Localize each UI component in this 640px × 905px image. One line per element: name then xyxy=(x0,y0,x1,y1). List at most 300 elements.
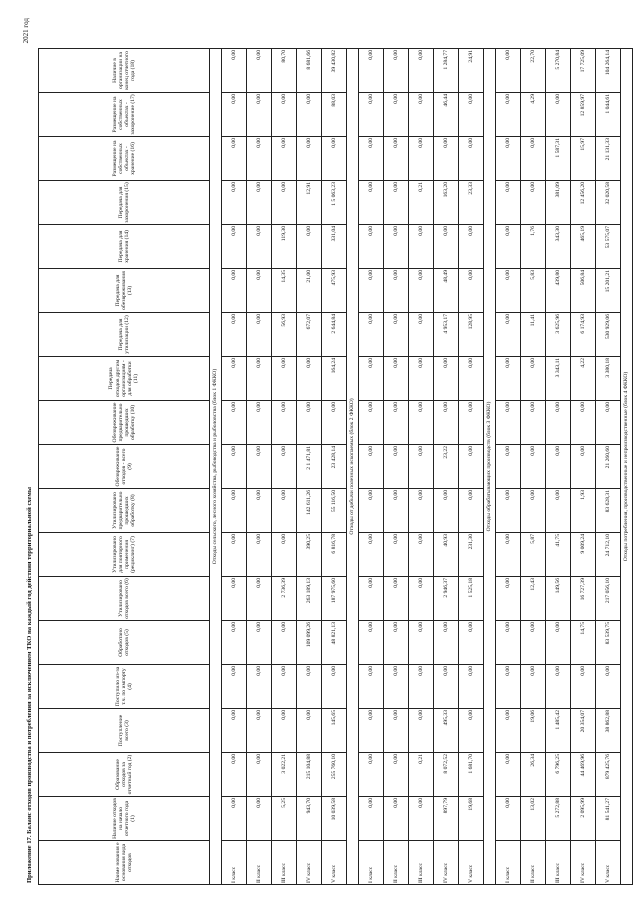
value-cell: 24 712,10 xyxy=(596,533,621,577)
value-cell: 0,00 xyxy=(496,93,521,137)
value-cell: 0,00 xyxy=(247,621,272,665)
value-cell: 5,87 xyxy=(521,533,546,577)
value-cell: 3 343,11 xyxy=(546,357,571,401)
value-cell: 0,00 xyxy=(384,137,409,181)
value-cell: 0,00 xyxy=(459,621,484,665)
hazard-class-cell: II класс xyxy=(384,841,409,885)
value-cell: 4,22 xyxy=(571,357,596,401)
column-header: Утилизировано предварительно прошедших обработку (8) xyxy=(39,489,210,533)
section-heading: Отходы от добычи полезных ископаемых (блок 2 ФККО) xyxy=(347,49,359,885)
value-cell: 0,00 xyxy=(409,49,434,93)
column-header: Обработано отходов (5) xyxy=(39,621,210,665)
value-cell: 0,00 xyxy=(409,533,434,577)
value-cell: 12 456,20 xyxy=(571,181,596,225)
value-cell: 0,00 xyxy=(384,709,409,753)
column-header: Поступило из-за т.ч. по импорту (4) xyxy=(39,665,210,709)
column-header: Размещение на собственных объектах - хранение (16) xyxy=(39,137,210,181)
value-cell: 0,00 xyxy=(384,621,409,665)
value-cell: 1,93 xyxy=(571,489,596,533)
value-cell: 331,04 xyxy=(322,225,347,269)
value-cell: 0,00 xyxy=(222,621,247,665)
value-cell: 109 099,26 xyxy=(297,621,322,665)
value-cell: 263 189,13 xyxy=(297,577,322,621)
value-cell: 0,00 xyxy=(222,489,247,533)
value-cell: 0,00 xyxy=(359,49,384,93)
value-cell: 231,30 xyxy=(459,533,484,577)
value-cell: 26,34 xyxy=(521,753,546,797)
value-cell: 10 039,58 xyxy=(322,797,347,841)
hazard-class-cell: V класс xyxy=(322,841,347,885)
value-cell: 0,00 xyxy=(521,445,546,489)
column-header: Утилизировано для повторного применения (рециклинг) (7) xyxy=(39,533,210,577)
value-cell: 0,00 xyxy=(409,225,434,269)
value-cell: 0,00 xyxy=(521,621,546,665)
column-header: Размещение на собственных объектах - захоронение (17) xyxy=(39,93,210,137)
table-row xyxy=(297,49,322,885)
value-cell: 0,00 xyxy=(384,489,409,533)
table-row xyxy=(384,49,409,885)
hazard-class-cell: I класс xyxy=(496,841,521,885)
column-header: Передача для захоронения (15) xyxy=(39,181,210,225)
value-cell: 55 116,50 xyxy=(322,489,347,533)
value-cell: 0,00 xyxy=(297,357,322,401)
value-cell: 0,00 xyxy=(247,753,272,797)
value-cell: 0,00 xyxy=(409,621,434,665)
value-cell: 83 539,75 xyxy=(596,621,621,665)
value-cell: 0,00 xyxy=(384,357,409,401)
value-cell: 41,75 xyxy=(546,533,571,577)
value-cell: 0,00 xyxy=(247,533,272,577)
value-cell: 0,00 xyxy=(496,797,521,841)
section-heading: Отходы потребления, производственные и непроизводственные (блок 4 ФККО) xyxy=(621,49,633,885)
column-header: Наиме нования е основания вида отходов xyxy=(39,841,210,885)
value-cell: 3 022,21 xyxy=(272,753,297,797)
value-cell: 12,43 xyxy=(521,577,546,621)
value-cell: 23 428,14 xyxy=(322,445,347,489)
value-cell: 0,21 xyxy=(409,181,434,225)
table-row xyxy=(596,49,621,885)
value-cell: 0,00 xyxy=(409,577,434,621)
value-cell: 0,00 xyxy=(459,445,484,489)
value-cell: 0,00 xyxy=(496,401,521,445)
value-cell: 0,00 xyxy=(222,445,247,489)
value-cell: 3 380,18 xyxy=(596,357,621,401)
value-cell: 0,00 xyxy=(222,533,247,577)
value-cell: 15 201,21 xyxy=(596,269,621,313)
hazard-class-cell: III класс xyxy=(409,841,434,885)
value-cell: 44 469,96 xyxy=(571,753,596,797)
value-cell: 0,00 xyxy=(409,269,434,313)
value-cell: 0,00 xyxy=(596,665,621,709)
value-cell: 5,25 xyxy=(272,797,297,841)
column-header: Передача для хранения (14) xyxy=(39,225,210,269)
value-cell: 0,00 xyxy=(496,313,521,357)
value-cell: 0,00 xyxy=(359,577,384,621)
value-cell: 439,80 xyxy=(546,269,571,313)
value-cell: 0,00 xyxy=(297,137,322,181)
value-cell: 0,00 xyxy=(359,533,384,577)
value-cell: 46,44 xyxy=(434,93,459,137)
value-cell: 0,00 xyxy=(496,621,521,665)
value-cell: 0,00 xyxy=(496,709,521,753)
hazard-class-cell: I класс xyxy=(222,841,247,885)
value-cell: 0,00 xyxy=(409,489,434,533)
value-cell: 0,00 xyxy=(247,93,272,137)
value-cell: 0,00 xyxy=(521,489,546,533)
value-cell: 0,00 xyxy=(496,489,521,533)
value-cell: 56,93 xyxy=(272,313,297,357)
value-cell: 0,00 xyxy=(459,401,484,445)
value-cell: 187 975,60 xyxy=(322,577,347,621)
section-row xyxy=(347,49,359,885)
value-cell: 0,00 xyxy=(409,709,434,753)
value-cell: 0,21 xyxy=(409,753,434,797)
value-cell: 48 821,13 xyxy=(322,621,347,665)
value-cell: 32 020,58 xyxy=(596,181,621,225)
value-cell: 0,00 xyxy=(496,533,521,577)
value-cell: 0,00 xyxy=(272,709,297,753)
value-cell: 0,00 xyxy=(247,577,272,621)
table-row xyxy=(359,49,384,885)
value-cell: 0,00 xyxy=(222,269,247,313)
value-cell: 17 725,09 xyxy=(571,49,596,93)
value-cell: 14,75 xyxy=(571,621,596,665)
value-cell: 0,00 xyxy=(434,401,459,445)
table-row xyxy=(434,49,459,885)
value-cell: 0,00 xyxy=(409,665,434,709)
value-cell: 390,25 xyxy=(297,533,322,577)
value-cell: 0,00 xyxy=(496,577,521,621)
hazard-class-cell: V класс xyxy=(596,841,621,885)
value-cell: 0,00 xyxy=(247,709,272,753)
hazard-class-cell: III класс xyxy=(546,841,571,885)
value-cell: 20 354,07 xyxy=(571,709,596,753)
value-cell: 0,00 xyxy=(247,357,272,401)
table-row xyxy=(459,49,484,885)
value-cell: 0,00 xyxy=(546,489,571,533)
column-header: Передача для утилизации (12) xyxy=(39,313,210,357)
value-cell: 5 270,84 xyxy=(546,49,571,93)
value-cell: 1 681,70 xyxy=(459,753,484,797)
value-cell: 0,00 xyxy=(384,797,409,841)
value-cell: 8 681,66 xyxy=(297,49,322,93)
value-cell: 0,00 xyxy=(384,49,409,93)
value-cell: 53 575,07 xyxy=(596,225,621,269)
value-cell: 0,00 xyxy=(359,489,384,533)
value-cell: 2 095,99 xyxy=(571,797,596,841)
value-cell: 0,00 xyxy=(496,225,521,269)
value-cell: 0,00 xyxy=(247,225,272,269)
value-cell: 465,19 xyxy=(571,225,596,269)
value-cell: 0,00 xyxy=(409,357,434,401)
value-cell: 0,00 xyxy=(222,401,247,445)
value-cell: 0,00 xyxy=(459,489,484,533)
value-cell: 142 611,26 xyxy=(297,489,322,533)
document-title: Приложение 17. Баланс отходов производства и потребления за исключением ТКО на каждый год действия территориальной схемы xyxy=(26,487,33,883)
column-header: Передача для обезвреживания (13) xyxy=(39,269,210,313)
value-cell: 4,29 xyxy=(521,93,546,137)
value-cell: 1 587,31 xyxy=(546,137,571,181)
value-cell: 0,00 xyxy=(521,137,546,181)
value-cell: 23,22 xyxy=(434,445,459,489)
value-cell: 0,00 xyxy=(322,137,347,181)
column-header: Наличие отходов на начало отчетного года (1) xyxy=(39,797,210,841)
value-cell: 0,00 xyxy=(409,797,434,841)
value-cell: 83 628,31 xyxy=(596,489,621,533)
table-row xyxy=(571,49,596,885)
value-cell: 0,00 xyxy=(222,577,247,621)
section-row xyxy=(484,49,496,885)
value-cell: 2 736,39 xyxy=(272,577,297,621)
table-row xyxy=(247,49,272,885)
value-cell: 0,00 xyxy=(496,181,521,225)
value-cell: 5 272,88 xyxy=(546,797,571,841)
value-cell: 0,00 xyxy=(247,797,272,841)
table-row xyxy=(409,49,434,885)
value-cell: 6 816,78 xyxy=(322,533,347,577)
value-cell: 0,00 xyxy=(384,577,409,621)
value-cell: 2 946,37 xyxy=(434,577,459,621)
value-cell: 1 525,18 xyxy=(459,577,484,621)
value-cell: 149,56 xyxy=(546,577,571,621)
value-cell: 0,00 xyxy=(359,181,384,225)
value-cell: 0,00 xyxy=(359,709,384,753)
value-cell: 81 541,27 xyxy=(596,797,621,841)
document-year: 2021 год xyxy=(22,18,30,44)
value-cell: 0,00 xyxy=(546,93,571,137)
value-cell: 104 264,14 xyxy=(596,49,621,93)
value-cell: 215 104,88 xyxy=(297,753,322,797)
value-cell: 0,00 xyxy=(247,665,272,709)
value-cell: 6 796,25 xyxy=(546,753,571,797)
value-cell: 145,65 xyxy=(322,709,347,753)
value-cell: 1 5 063,23 xyxy=(322,181,347,225)
value-cell: 0,00 xyxy=(496,445,521,489)
column-header: Обезвреживание отходов - всего (9) xyxy=(39,445,210,489)
value-cell: 0,00 xyxy=(521,401,546,445)
value-cell: 0,00 xyxy=(359,357,384,401)
hazard-class-cell: I класс xyxy=(359,841,384,885)
value-cell: 897,79 xyxy=(434,797,459,841)
value-cell: 0,00 xyxy=(247,137,272,181)
value-cell: 80,70 xyxy=(272,49,297,93)
column-header: Поступление всего (3) xyxy=(39,709,210,753)
value-cell: 0,00 xyxy=(521,357,546,401)
value-cell: 0,00 xyxy=(409,313,434,357)
value-cell: 0,00 xyxy=(546,445,571,489)
value-cell: 12,91 xyxy=(297,181,322,225)
value-cell: 0,00 xyxy=(222,93,247,137)
value-cell: 0,00 xyxy=(571,401,596,445)
value-cell: 0,00 xyxy=(596,401,621,445)
value-cell: 0,00 xyxy=(434,665,459,709)
value-cell: 530 929,06 xyxy=(596,313,621,357)
value-cell: 0,00 xyxy=(459,709,484,753)
value-cell: 2 644,84 xyxy=(322,313,347,357)
value-cell: 0,00 xyxy=(409,137,434,181)
value-cell: 9 009,24 xyxy=(571,533,596,577)
hazard-class-cell: IV класс xyxy=(571,841,596,885)
value-cell: 0,00 xyxy=(521,665,546,709)
value-cell: 15,97 xyxy=(571,137,596,181)
value-cell: 0,00 xyxy=(571,665,596,709)
value-cell: 0,00 xyxy=(247,489,272,533)
value-cell: 0,00 xyxy=(359,445,384,489)
value-cell: 0,00 xyxy=(384,269,409,313)
value-cell: 0,00 xyxy=(247,269,272,313)
value-cell: 0,00 xyxy=(359,621,384,665)
value-cell: 0,00 xyxy=(496,753,521,797)
column-header: Образование отходов за отчетный год (2) xyxy=(39,753,210,797)
value-cell: 0,00 xyxy=(496,137,521,181)
value-cell: 0,00 xyxy=(272,489,297,533)
value-cell: 164,24 xyxy=(322,357,347,401)
value-cell: 506,84 xyxy=(571,269,596,313)
value-cell: 1 485,42 xyxy=(546,709,571,753)
value-cell: 0,00 xyxy=(521,181,546,225)
value-cell: 6 174,93 xyxy=(571,313,596,357)
value-cell: 672,07 xyxy=(297,313,322,357)
section-heading: Отходы обрабатывающих производств (блок 3 ФККО) xyxy=(484,49,496,885)
value-cell: 0,00 xyxy=(222,665,247,709)
value-cell: 23,33 xyxy=(459,181,484,225)
value-cell: 0,00 xyxy=(272,401,297,445)
value-cell: 0,00 xyxy=(272,665,297,709)
value-cell: 88,03 xyxy=(322,93,347,137)
value-cell: 0,00 xyxy=(247,401,272,445)
value-cell: 0,00 xyxy=(222,357,247,401)
balance-table xyxy=(38,48,633,885)
value-cell: 38 862,88 xyxy=(596,709,621,753)
value-cell: 0,00 xyxy=(434,137,459,181)
value-cell: 475,93 xyxy=(322,269,347,313)
value-cell: 0,00 xyxy=(322,665,347,709)
table-row xyxy=(222,49,247,885)
column-header: Обезвреживание предварительно прошедших обработку (10) xyxy=(39,401,210,445)
value-cell: 0,00 xyxy=(546,665,571,709)
value-cell: 21 131,33 xyxy=(596,137,621,181)
value-cell: 0,00 xyxy=(222,49,247,93)
value-cell: 0,00 xyxy=(359,137,384,181)
value-cell: 2 1 471,81 xyxy=(297,445,322,489)
value-cell: 13,02 xyxy=(521,797,546,841)
value-cell: 0,00 xyxy=(272,445,297,489)
value-cell: 0,00 xyxy=(359,225,384,269)
value-cell: 0,00 xyxy=(434,225,459,269)
value-cell: 0,00 xyxy=(459,225,484,269)
value-cell: 0,00 xyxy=(359,665,384,709)
value-cell: 0,00 xyxy=(459,269,484,313)
value-cell: 0,00 xyxy=(247,49,272,93)
value-cell: 1 284,77 xyxy=(434,49,459,93)
table-row xyxy=(322,49,347,885)
value-cell: 0,00 xyxy=(459,137,484,181)
value-cell: 21,00 xyxy=(297,269,322,313)
value-cell: 0,00 xyxy=(297,665,322,709)
value-cell: 1 044,61 xyxy=(596,93,621,137)
value-cell: 0,00 xyxy=(222,313,247,357)
value-cell: 3 625,96 xyxy=(546,313,571,357)
value-cell: 0,00 xyxy=(272,357,297,401)
value-cell: 19,68 xyxy=(459,797,484,841)
value-cell: 381,09 xyxy=(546,181,571,225)
value-cell: 255 760,10 xyxy=(322,753,347,797)
value-cell: 0,00 xyxy=(272,621,297,665)
value-cell: 0,00 xyxy=(222,753,247,797)
value-cell: 14,35 xyxy=(272,269,297,313)
value-cell: 343,30 xyxy=(546,225,571,269)
value-cell: 21 260,60 xyxy=(596,445,621,489)
value-cell: 0,00 xyxy=(496,49,521,93)
value-cell: 4 953,17 xyxy=(434,313,459,357)
value-cell: 0,00 xyxy=(409,401,434,445)
value-cell: 879 425,76 xyxy=(596,753,621,797)
value-cell: 0,00 xyxy=(272,137,297,181)
value-cell: 0,00 xyxy=(359,753,384,797)
value-cell: 0,00 xyxy=(222,137,247,181)
value-cell: 0,00 xyxy=(384,753,409,797)
value-cell: 163,20 xyxy=(434,181,459,225)
value-cell: 0,00 xyxy=(297,225,322,269)
value-cell: 119,30 xyxy=(272,225,297,269)
value-cell: 0,00 xyxy=(459,357,484,401)
value-cell: 48,49 xyxy=(434,269,459,313)
value-cell: 0,00 xyxy=(322,401,347,445)
value-cell: 1,76 xyxy=(521,225,546,269)
value-cell: 0,00 xyxy=(297,401,322,445)
column-header: Передача отходов другим организациям - для обработки (11) xyxy=(39,357,210,401)
value-cell: 0,00 xyxy=(384,93,409,137)
value-cell: 0,00 xyxy=(434,357,459,401)
hazard-class-cell: III класс xyxy=(272,841,297,885)
value-cell: 0,00 xyxy=(434,489,459,533)
value-cell: 0,00 xyxy=(384,401,409,445)
value-cell: 11,41 xyxy=(521,313,546,357)
value-cell: 0,00 xyxy=(359,313,384,357)
value-cell: 0,00 xyxy=(222,797,247,841)
value-cell: 22,70 xyxy=(521,49,546,93)
value-cell: 0,00 xyxy=(384,445,409,489)
value-cell: 0,00 xyxy=(247,181,272,225)
value-cell: 0,00 xyxy=(272,181,297,225)
value-cell: 0,00 xyxy=(459,93,484,137)
value-cell: 0,00 xyxy=(247,445,272,489)
value-cell: 217 056,10 xyxy=(596,577,621,621)
value-cell: 0,00 xyxy=(434,621,459,665)
value-cell: 0,00 xyxy=(247,313,272,357)
table-row xyxy=(496,49,521,885)
table-body xyxy=(210,49,633,885)
table-row xyxy=(546,49,571,885)
value-cell: 0,00 xyxy=(359,269,384,313)
value-cell: 0,00 xyxy=(297,93,322,137)
hazard-class-cell: II класс xyxy=(521,841,546,885)
section-row xyxy=(621,49,633,885)
value-cell: 40,93 xyxy=(434,533,459,577)
header-row xyxy=(39,49,210,885)
value-cell: 0,00 xyxy=(272,533,297,577)
column-header: Наличие в организации на конец отчетного года (18) xyxy=(39,49,210,93)
value-cell: 0,00 xyxy=(384,225,409,269)
value-cell: 0,00 xyxy=(359,797,384,841)
hazard-class-cell: II класс xyxy=(247,841,272,885)
value-cell: 0,00 xyxy=(384,313,409,357)
hazard-class-cell: IV класс xyxy=(297,841,322,885)
value-cell: 0,00 xyxy=(359,401,384,445)
value-cell: 0,00 xyxy=(409,93,434,137)
value-cell: 0,00 xyxy=(409,445,434,489)
value-cell: 0,00 xyxy=(272,93,297,137)
